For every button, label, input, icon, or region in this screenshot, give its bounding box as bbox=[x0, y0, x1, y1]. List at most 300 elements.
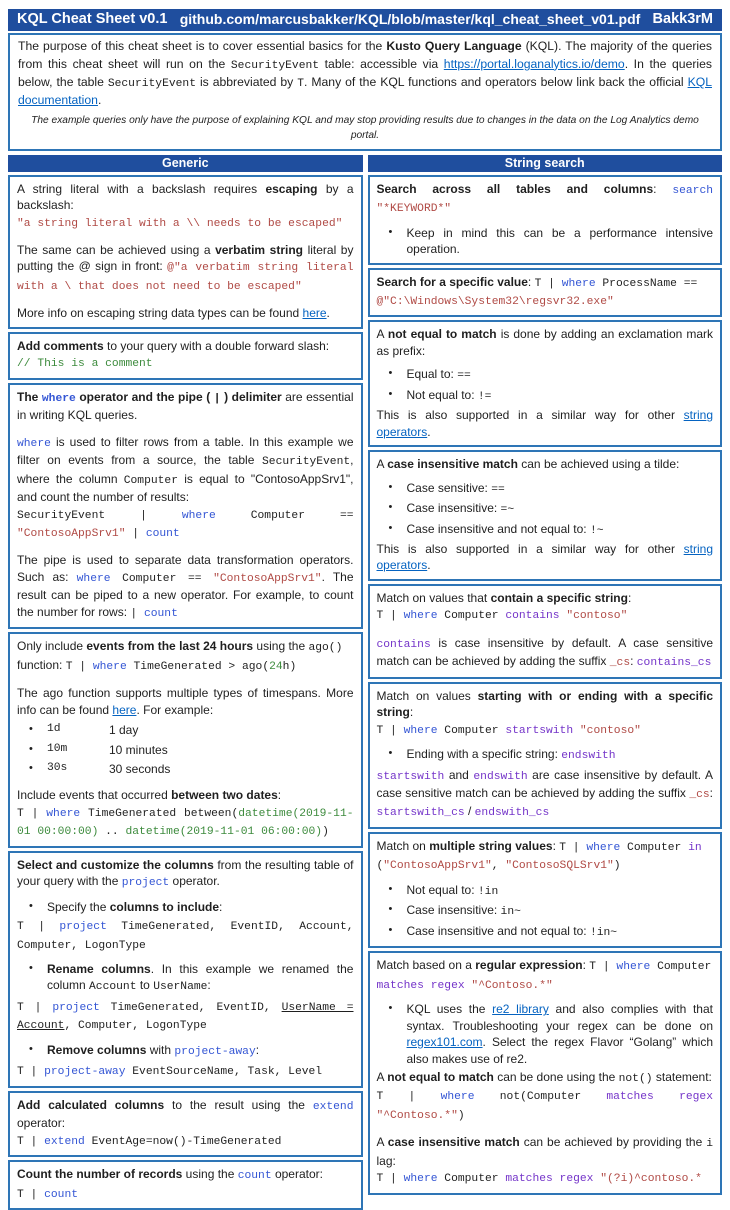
string-run: "ContosoAppSrv1" bbox=[17, 527, 126, 540]
code-run: T | bbox=[17, 1135, 45, 1148]
bullet-item bbox=[17, 961, 354, 996]
paragraph bbox=[17, 787, 354, 840]
code-run: ) bbox=[322, 826, 329, 839]
bold-text-run: Kusto Query Language bbox=[386, 39, 522, 53]
text-run: The pipe is used to separate data transformation operators. Such as: bbox=[17, 553, 354, 584]
info-box bbox=[368, 682, 723, 829]
operator-run: endswith bbox=[561, 750, 616, 763]
code-run: T | bbox=[376, 724, 404, 737]
bold-text-run: Select and customize the columns bbox=[17, 857, 214, 872]
two-column-layout bbox=[8, 155, 722, 1201]
bold-text-run: case insensitive match bbox=[387, 1135, 520, 1150]
paragraph bbox=[17, 389, 354, 424]
code-run: TimeGenerated, EventID, Account, Computer, LogonType bbox=[17, 921, 354, 952]
text-run: : bbox=[630, 654, 637, 669]
code-run: Computer bbox=[437, 1173, 506, 1186]
number-run: datetime(2019-11-01 06:00:00) bbox=[125, 826, 323, 839]
text-run: . Many of the KQL functions and operators below link back the official bbox=[304, 75, 688, 90]
text-run: The purpose of this cheat sheet is to cover essential basics for the bbox=[18, 39, 387, 53]
code-run: TimeGenerated between( bbox=[80, 807, 239, 820]
hyperlink[interactable]: regex101.com bbox=[406, 1035, 483, 1050]
bullet-text bbox=[407, 366, 714, 384]
timespan-code: 30s bbox=[47, 761, 68, 774]
number-run: 24 bbox=[269, 660, 283, 673]
text-run: Ending with a specific string: bbox=[406, 747, 562, 762]
bullet-icon: • bbox=[388, 501, 393, 514]
author-handle: Bakk3rM bbox=[652, 11, 713, 27]
keyword-run: where bbox=[403, 724, 438, 737]
bold-text-run: not equal to match bbox=[387, 327, 497, 342]
bullet-item bbox=[377, 500, 714, 518]
keyword-run: where bbox=[76, 572, 111, 585]
column-generic bbox=[8, 155, 363, 1201]
generic-boxes bbox=[8, 175, 363, 1201]
keyword-run: where bbox=[561, 277, 596, 290]
operator-run: in bbox=[688, 841, 702, 854]
column-string-search bbox=[368, 155, 723, 1186]
text-run: is equal to "ContosoAppSrv1", and count the number of results: bbox=[17, 471, 354, 505]
text-run: A bbox=[376, 1135, 388, 1150]
code-run: ) bbox=[613, 860, 621, 873]
code-run: TimeGenerated, EventID, bbox=[99, 1001, 282, 1014]
keyword-run: project bbox=[52, 1001, 100, 1014]
bullet-icon: • bbox=[388, 1002, 393, 1015]
operator-run: endswith_cs bbox=[474, 807, 550, 820]
text-run: More info on escaping string data types can be found bbox=[17, 306, 303, 321]
bold-text-run: columns to include bbox=[109, 899, 220, 914]
bold-text-run: case insensitive match bbox=[387, 457, 518, 472]
info-box bbox=[368, 320, 723, 447]
paragraph bbox=[377, 635, 714, 672]
bold-text-run: Remove columns bbox=[47, 1042, 147, 1057]
code-run: == bbox=[491, 483, 505, 496]
bold-text-run: operator and the pipe ( bbox=[75, 389, 214, 404]
keyword-run: project-away bbox=[44, 1066, 126, 1079]
paragraph bbox=[17, 1166, 354, 1203]
paragraph bbox=[377, 456, 714, 472]
bullet-text bbox=[407, 923, 714, 941]
bullet-text bbox=[47, 1042, 354, 1060]
bullet-item bbox=[17, 899, 354, 915]
bold-text-run: Search across all tables and columns bbox=[376, 181, 654, 196]
code-run: T | bbox=[17, 807, 47, 820]
code-run: Computer == bbox=[215, 509, 354, 522]
bullet-item bbox=[377, 387, 714, 405]
bold-text-run: Add comments bbox=[17, 338, 104, 353]
keyword-run: project bbox=[59, 921, 107, 934]
paragraph bbox=[17, 338, 354, 373]
hyperlink[interactable]: string operators bbox=[376, 541, 713, 573]
keyword-run: where bbox=[17, 437, 51, 450]
bullet-icon: • bbox=[29, 899, 33, 912]
operator-run: matches regex bbox=[505, 1173, 594, 1186]
text-run: : bbox=[653, 181, 673, 196]
operator-run: contains bbox=[376, 638, 431, 651]
bullet-text bbox=[407, 225, 714, 258]
timespan-description: 30 seconds bbox=[109, 761, 171, 776]
paragraph bbox=[377, 1134, 714, 1187]
bullet-icon: • bbox=[29, 742, 33, 755]
text-run: : bbox=[627, 590, 632, 605]
column-header-generic: Generic bbox=[8, 155, 363, 172]
text-run: lag: bbox=[376, 1153, 396, 1168]
code-run: SecurityEvent bbox=[262, 456, 351, 469]
text-run: . In the queries below, the table bbox=[18, 56, 712, 90]
code-run: not() bbox=[618, 1072, 653, 1085]
text-run: with bbox=[146, 1042, 175, 1057]
bullet-text bbox=[47, 899, 354, 915]
text-run: . bbox=[326, 306, 330, 321]
text-run: function: bbox=[17, 657, 66, 672]
code-run: Computer bbox=[437, 724, 506, 737]
code-run: T | bbox=[559, 841, 587, 854]
timespan-code: 1d bbox=[47, 723, 61, 736]
code-run: T | bbox=[376, 1173, 404, 1186]
text-run: : bbox=[219, 899, 223, 914]
code-run: T | bbox=[376, 1091, 441, 1104]
string-run: "contoso" bbox=[579, 724, 641, 737]
text-run: to your query with a double forward slash: bbox=[103, 338, 330, 353]
paragraph bbox=[377, 590, 714, 625]
keyword-run: where bbox=[41, 392, 76, 405]
bold-text-run: Add calculated columns bbox=[17, 1097, 165, 1112]
text-run: : bbox=[409, 705, 414, 720]
paragraph bbox=[17, 998, 354, 1035]
paragraph bbox=[377, 767, 714, 822]
keyword-run: where bbox=[92, 660, 127, 673]
info-box bbox=[8, 383, 363, 630]
text-run: are essential in writing KQL queries. bbox=[17, 389, 354, 423]
bullet-text bbox=[407, 521, 714, 539]
bullet-icon: • bbox=[29, 761, 33, 774]
text-run: using the bbox=[253, 639, 309, 654]
code-run: Computer bbox=[123, 474, 178, 487]
string-search-boxes bbox=[368, 175, 723, 1186]
text-run: : bbox=[582, 958, 590, 973]
info-box bbox=[8, 175, 363, 329]
bullet-item bbox=[377, 882, 714, 900]
string-run: "*KEYWORD*" bbox=[376, 203, 452, 216]
comment-run: // This is a comment bbox=[17, 358, 153, 371]
code-run: T | bbox=[65, 660, 93, 673]
string-run: @"a verbatim string literal with a \ that does not need to be escaped" bbox=[17, 262, 354, 293]
bold-text-run: starting with or ending with a specific string bbox=[376, 688, 714, 720]
string-run: "(?i)^contoso.* bbox=[600, 1173, 702, 1186]
keyword-run: where bbox=[46, 807, 81, 820]
string-run: "ContosoSQLSrv1" bbox=[505, 860, 614, 873]
text-run: table: accessible via bbox=[319, 56, 444, 71]
text-run: Keep in mind this can be a performance intensive operation. bbox=[406, 225, 713, 257]
code-run: h) bbox=[282, 660, 297, 673]
text-run: : bbox=[709, 785, 713, 800]
code-run: ago() bbox=[308, 642, 343, 655]
string-run: "ContosoAppSrv1" bbox=[213, 572, 322, 585]
paragraph bbox=[17, 181, 354, 232]
timespan-code: 10m bbox=[47, 742, 68, 755]
bold-text-run: Rename columns bbox=[47, 962, 151, 977]
code-run: Computer bbox=[650, 961, 712, 974]
text-run: from the resulting table of your query with the bbox=[17, 857, 354, 889]
code-run: == bbox=[457, 370, 471, 383]
code-run: T | bbox=[589, 961, 617, 974]
bold-text-run: verbatim string bbox=[215, 243, 303, 258]
bullet-item bbox=[17, 722, 354, 738]
text-run: . The result can be piped to a new operator. For example, to count the number for rows: bbox=[17, 569, 354, 619]
bold-text-run: contain a specific string bbox=[490, 590, 628, 605]
code-run: =~ bbox=[500, 504, 515, 517]
string-run: _cs bbox=[689, 788, 710, 801]
text-run: . Select the regex Flavor “Golang” which also makes use of re2. bbox=[406, 1035, 713, 1066]
text-run: . bbox=[427, 558, 431, 573]
hyperlink[interactable]: string operators bbox=[376, 408, 713, 439]
hyperlink[interactable]: KQL documentation bbox=[18, 75, 712, 108]
text-run: can be achieved using a tilde: bbox=[517, 457, 680, 472]
text-run: Only include bbox=[17, 639, 87, 654]
paragraph bbox=[377, 407, 714, 440]
operator-run: endswith bbox=[473, 770, 528, 783]
paragraph bbox=[377, 274, 714, 311]
text-run: : bbox=[277, 788, 282, 803]
text-run: Not equal to: bbox=[406, 387, 478, 402]
text-run: (KQL). The majority of the queries from this cheat sheet will run on the bbox=[18, 39, 712, 71]
bullet-item bbox=[17, 761, 354, 777]
bullet-icon: • bbox=[388, 521, 393, 534]
bold-text-run: Count the number of records bbox=[17, 1167, 183, 1182]
code-run: Computer bbox=[437, 610, 506, 623]
keyword-run: extend bbox=[312, 1100, 354, 1113]
bullet-item bbox=[17, 1042, 354, 1060]
text-run: by a backslash: bbox=[17, 181, 354, 213]
text-run: Not equal to: bbox=[406, 882, 478, 897]
paragraph bbox=[377, 181, 714, 218]
string-run: "^Contoso.*" bbox=[471, 979, 553, 992]
text-run: This is also supported in a similar way for other bbox=[376, 408, 684, 423]
code-run: T | bbox=[376, 610, 404, 623]
keyword-run: search bbox=[672, 184, 714, 197]
column-header-string-search: String search bbox=[368, 155, 723, 172]
keyword-run: count bbox=[143, 607, 178, 620]
paragraph bbox=[17, 242, 354, 295]
keyword-run: count bbox=[145, 527, 180, 540]
text-run: statement: bbox=[652, 1069, 712, 1084]
title-bar bbox=[8, 9, 722, 31]
hyperlink[interactable]: here bbox=[112, 702, 137, 717]
text-run: Case insensitive and not equal to: bbox=[406, 923, 590, 938]
bullet-icon: • bbox=[29, 1042, 33, 1055]
code-run: T bbox=[297, 78, 305, 91]
paragraph bbox=[17, 685, 354, 718]
bullet-icon: • bbox=[388, 923, 393, 936]
bullet-icon: • bbox=[29, 723, 33, 736]
bullet-text bbox=[407, 746, 714, 764]
text-run: is case insensitive by default. A case sensitive match can be achieved by adding the suffix bbox=[376, 635, 713, 669]
text-run: A bbox=[376, 1069, 388, 1084]
text-run: can be achieved by providing the bbox=[519, 1135, 707, 1150]
code-run: Account bbox=[89, 981, 137, 994]
paragraph bbox=[17, 857, 354, 892]
info-box bbox=[8, 332, 363, 380]
string-run: _cs bbox=[609, 657, 631, 670]
bullet-icon: • bbox=[29, 962, 33, 975]
text-run: are case insensitive by default. A case sensitive match can be achieved by adding the suffix bbox=[376, 767, 713, 800]
text-run: This is also supported in a similar way for other bbox=[376, 541, 684, 556]
text-run: to bbox=[136, 978, 154, 993]
text-run: is abbreviated by bbox=[195, 75, 298, 90]
string-run: "^Contoso.*" bbox=[376, 1109, 458, 1122]
keyword-run: where bbox=[403, 1173, 438, 1186]
text-run: and bbox=[444, 767, 474, 782]
text-run: : bbox=[552, 838, 560, 853]
hyperlink[interactable]: re2 library bbox=[492, 1002, 549, 1017]
bullet-icon: • bbox=[388, 367, 393, 380]
info-box bbox=[8, 632, 363, 848]
text-run: : bbox=[527, 274, 535, 289]
code-run: T | bbox=[17, 1188, 45, 1201]
paragraph bbox=[377, 838, 714, 875]
operator-run: startswith bbox=[505, 724, 574, 737]
code-run: i bbox=[706, 1138, 713, 1151]
string-run: "ContosoAppSrv1" bbox=[383, 860, 492, 873]
keyword-run: count bbox=[44, 1188, 79, 1201]
info-box bbox=[368, 268, 723, 318]
code-run: !in bbox=[477, 885, 499, 898]
info-box bbox=[8, 851, 363, 1088]
code-run: ) bbox=[457, 1109, 465, 1122]
bullet-text bbox=[407, 902, 714, 920]
info-box bbox=[368, 951, 723, 1194]
intro-note: The example queries only have the purpose of explaining KQL and may stop providing results due to changes in the data on the Log Analytics demo portal. bbox=[31, 115, 699, 141]
code-run: !in~ bbox=[589, 926, 618, 939]
info-box bbox=[368, 175, 723, 265]
bullet-text bbox=[407, 882, 714, 900]
intro-paragraph bbox=[18, 38, 712, 110]
paragraph bbox=[17, 1062, 354, 1080]
text-run: Include events that occurred bbox=[17, 788, 172, 803]
keyword-run: count bbox=[237, 1170, 272, 1183]
bullet-item bbox=[377, 1001, 714, 1067]
info-box bbox=[368, 450, 723, 581]
text-run: . For example: bbox=[136, 702, 214, 717]
paragraph bbox=[377, 541, 714, 574]
code-run: T | bbox=[17, 1001, 53, 1014]
hyperlink[interactable]: here bbox=[302, 306, 327, 321]
hyperlink[interactable]: https://portal.loganalytics.io/demo bbox=[443, 56, 625, 71]
keyword-run: where bbox=[403, 610, 438, 623]
code-run: SecurityEvent | bbox=[17, 509, 182, 522]
keyword-run: where bbox=[181, 509, 216, 522]
text-run: / bbox=[464, 804, 475, 819]
code-run: in~ bbox=[500, 906, 521, 919]
code-run: Computer bbox=[620, 841, 689, 854]
text-run: Match on values bbox=[376, 688, 478, 703]
intro-box bbox=[8, 33, 722, 151]
bullet-item bbox=[17, 742, 354, 758]
underlined-code-run: UserName = Account bbox=[17, 1001, 354, 1033]
string-run: "contoso" bbox=[566, 610, 628, 623]
number-run: datetime(2019-11-01 00:00:00) bbox=[17, 807, 354, 839]
text-run: Case sensitive: bbox=[406, 480, 492, 495]
paragraph bbox=[17, 1097, 354, 1150]
bullet-item bbox=[377, 225, 714, 258]
code-run: .. bbox=[98, 826, 126, 839]
document-url-link[interactable]: github.com/marcusbakker/KQL/blob/master/kql_cheat_sheet_v01.pdf bbox=[179, 11, 641, 27]
text-run: Equal to: bbox=[406, 367, 458, 382]
bold-text-run: not equal to match bbox=[387, 1069, 494, 1084]
document-title: KQL Cheat Sheet v0.1 bbox=[17, 11, 168, 27]
code-run: TimeGenerated > ago( bbox=[126, 660, 270, 673]
bullet-icon: • bbox=[388, 480, 393, 493]
code-run: , bbox=[491, 860, 506, 873]
bold-text-run: regular expression bbox=[475, 958, 583, 973]
paragraph bbox=[17, 305, 354, 321]
paragraph bbox=[17, 917, 354, 954]
text-run: is done by adding an exclamation mark as prefix: bbox=[376, 327, 714, 358]
bold-text-run: The bbox=[17, 389, 42, 404]
bold-text-run: Search for a specific value bbox=[376, 274, 528, 289]
text-run: operator. bbox=[169, 874, 220, 889]
code-run: T | bbox=[17, 921, 60, 934]
string-run: @"C:\Windows\System32\regsvr32.exe" bbox=[376, 295, 614, 308]
text-run: Case insensitive: bbox=[406, 501, 501, 516]
text-run: Match on values that bbox=[376, 590, 491, 605]
bullet-icon: • bbox=[388, 387, 393, 400]
text-run: and also complies with that syntax. Troubleshooting your regex can be done on bbox=[406, 1002, 713, 1033]
bullet-icon: • bbox=[388, 747, 393, 760]
text-run: The ago function supports multiple types of timespans. More info can be found bbox=[17, 686, 354, 717]
code-run: !~ bbox=[589, 524, 604, 537]
code-run: ProcessName == bbox=[595, 277, 698, 290]
bold-text-run: events from the last 24 hours bbox=[86, 639, 254, 654]
code-run: T | bbox=[534, 277, 562, 290]
bullet-text bbox=[407, 500, 714, 518]
operator-run: startswith_cs bbox=[376, 807, 465, 820]
text-run: literal by putting the @ sign in front: bbox=[17, 243, 354, 274]
code-run: | bbox=[213, 392, 221, 405]
text-run: A bbox=[376, 327, 388, 342]
bold-text-run: escaping bbox=[265, 181, 318, 196]
text-run: Match on bbox=[376, 838, 430, 853]
keyword-run: project bbox=[121, 877, 170, 890]
text-run: to the result using the bbox=[164, 1097, 313, 1112]
text-run: . bbox=[97, 93, 102, 108]
text-run: : bbox=[207, 978, 211, 993]
bullet-text bbox=[47, 961, 354, 996]
bullet-item bbox=[377, 521, 714, 539]
paragraph bbox=[17, 434, 354, 543]
text-run: Case insensitive: bbox=[406, 903, 501, 918]
bullet-icon: • bbox=[388, 882, 393, 895]
info-box bbox=[8, 1160, 363, 1210]
code-run: SecurityEvent bbox=[107, 78, 196, 91]
keyword-run: extend bbox=[44, 1135, 85, 1148]
code-run: SecurityEvent bbox=[230, 59, 320, 72]
code-run: , Computer, LogonType bbox=[64, 1020, 207, 1033]
paragraph bbox=[17, 552, 354, 622]
text-run: operator: bbox=[17, 1116, 66, 1131]
code-run: UserName bbox=[153, 981, 208, 994]
paragraph bbox=[377, 326, 714, 359]
text-run: can be done using the bbox=[493, 1069, 619, 1084]
bullet-text bbox=[407, 480, 714, 498]
bullet-item bbox=[377, 902, 714, 920]
bullet-item bbox=[377, 746, 714, 764]
code-run: EventSourceName, Task, Level bbox=[125, 1066, 323, 1079]
code-run bbox=[573, 725, 580, 737]
text-run: . bbox=[427, 424, 431, 439]
code-run: T | bbox=[17, 1066, 45, 1079]
text-run: is used to filter rows from a table. In this example we filter on events from a source, the table bbox=[17, 434, 354, 468]
bullet-text bbox=[407, 1001, 714, 1067]
